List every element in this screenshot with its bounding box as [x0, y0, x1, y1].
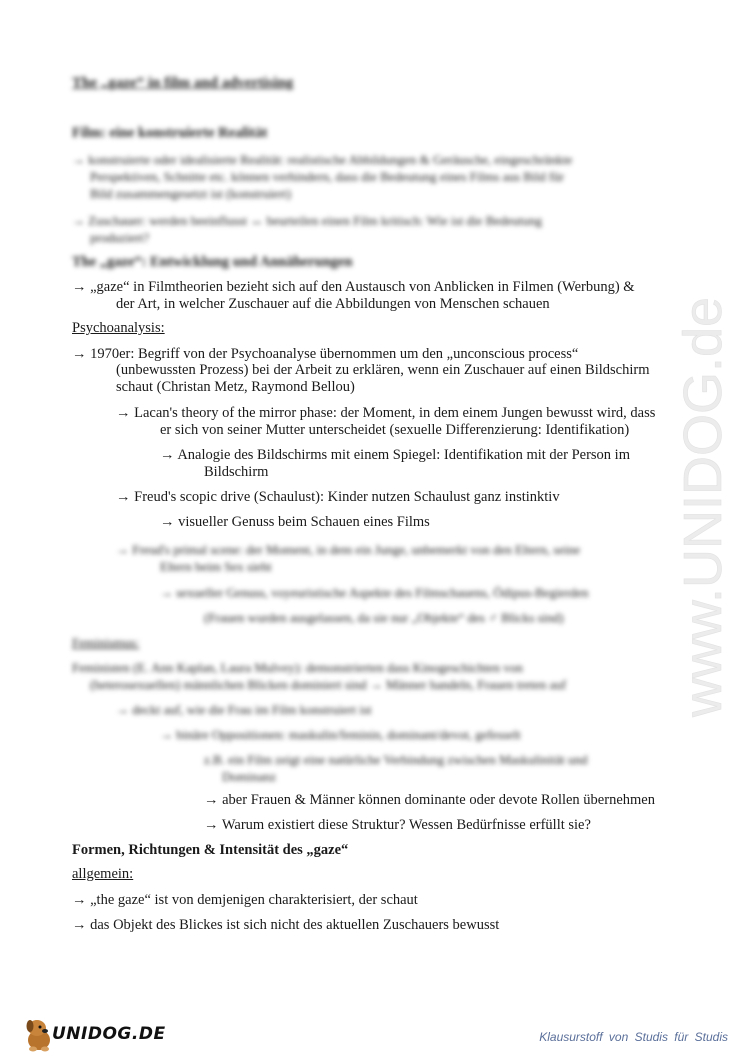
forms-heading: Formen, Richtungen & Intensität des „gaze“ — [72, 842, 349, 858]
blurred-heading: Feminismus: — [72, 635, 140, 650]
body-line: (unbewussten Prozess) bei der Arbeit zu erklären, wenn ein Zuschauer auf einen Bildschirm — [116, 362, 650, 378]
body-line: → aber Frauen & Männer können dominante oder devote Rollen übernehmen — [204, 792, 655, 808]
blurred-line: Dominanz — [222, 769, 277, 784]
blurred-line: (Frauen wurden ausgelassen, da sie nur „Objekte“ des ♂ Blicks sind) — [204, 610, 564, 625]
intro-line: produziert? — [90, 230, 150, 245]
document-title: The „gaze“ in film and advertising — [72, 75, 294, 91]
blurred-line: → sexueller Genuss, voyeuristische Aspekte des Filmschauens, Ödipus-Begierden — [160, 585, 589, 600]
allgemein-heading: allgemein: — [72, 866, 134, 882]
intro-heading: Film: eine konstruierte Realität — [72, 125, 268, 141]
intro-line: → konstruierte oder idealisierte Realität: realistische Abbildungen & Geräusche, eingeschränkte — [72, 152, 573, 167]
blurred-line: → Freud's primal scene: der Moment, in dem ein Junge, unbemerkt von den Eltern, seine — [116, 542, 581, 557]
body-line: → Freud's scopic drive (Schaulust): Kinder nutzen Schaulust ganz instinktiv — [116, 489, 560, 505]
blurred-line: (heterosexuellen) männlichen Blicken dominiert sind → Männer handeln, Frauen treten auf — [90, 677, 567, 692]
body-line: Bildschirm — [204, 464, 269, 480]
watermark — [655, 285, 745, 725]
dog-mascot-icon — [24, 1014, 54, 1054]
blurred-line: Feministen (E. Ann Kaplan, Laura Mulvey): demonstrierten dass Kinogeschichten von — [72, 660, 523, 675]
body-line: → „gaze“ in Filmtheorien bezieht sich auf den Austausch von Anblicken in Filmen (Werbung) & — [72, 279, 635, 295]
blurred-line: → binäre Oppositionen: maskulin/feminin, dominant/devot, gefesselt — [160, 727, 521, 742]
body-line: schaut (Christan Metz, Raymond Bellou) — [116, 379, 355, 395]
body-line: → Analogie des Bildschirms mit einem Spiegel: Identifikation mit der Person im — [160, 447, 630, 463]
intro-line: Perspektiven, Schnitte etc. können verhindern, dass die Bedeutung eines Films aus Bild für — [90, 169, 565, 184]
body-line: der Art, in welcher Zuschauer auf die Abbildungen von Menschen schauen — [116, 296, 550, 312]
body-line: → „the gaze“ ist von demjenigen charakterisiert, der schaut — [72, 892, 418, 908]
watermark-text: www.UNIDOG.de — [673, 296, 733, 717]
body-line: → visueller Genuss beim Schauen eines Films — [160, 514, 430, 530]
blurred-line: Eltern beim Sex sieht — [160, 559, 272, 574]
body-line: → Warum existiert diese Struktur? Wessen Bedürfnisse erfüllt sie? — [204, 817, 591, 833]
blurred-line: → deckt auf, wie die Frau im Film konstruiert ist — [116, 702, 372, 717]
footer-tagline: Klausurstoff von Studis für Studis — [539, 1030, 728, 1044]
intro-line: Bild zusammengesetzt ist (konstruiert) — [90, 186, 292, 201]
blurred-line: z.B. ein Film zeigt eine natürliche Verbindung zwischen Maskulinität und — [204, 752, 588, 767]
body-line: → 1970er: Begriff von der Psychoanalyse übernommen um den „unconscious process“ — [72, 346, 579, 362]
body-line: → das Objekt des Blickes ist sich nicht des aktuellen Zuschauers bewusst — [72, 917, 500, 933]
section-heading: The „gaze“: Entwicklung und Annäherungen — [72, 254, 353, 270]
body-line: → Lacan's theory of the mirror phase: der Moment, in dem einem Jungen bewusst wird, dass — [116, 405, 656, 421]
logo-text: UNIDOG.DE — [52, 1024, 166, 1044]
intro-line: → Zuschauer: werden beeinflusst ↔ beurteilen einen Film kritisch: Wie ist die Bedeutung — [72, 213, 543, 228]
body-line: er sich von seiner Mutter unterscheidet (sexuelle Differenzierung: Identifikation) — [160, 422, 630, 438]
psychoanalysis-heading: Psychoanalysis: — [72, 320, 165, 336]
